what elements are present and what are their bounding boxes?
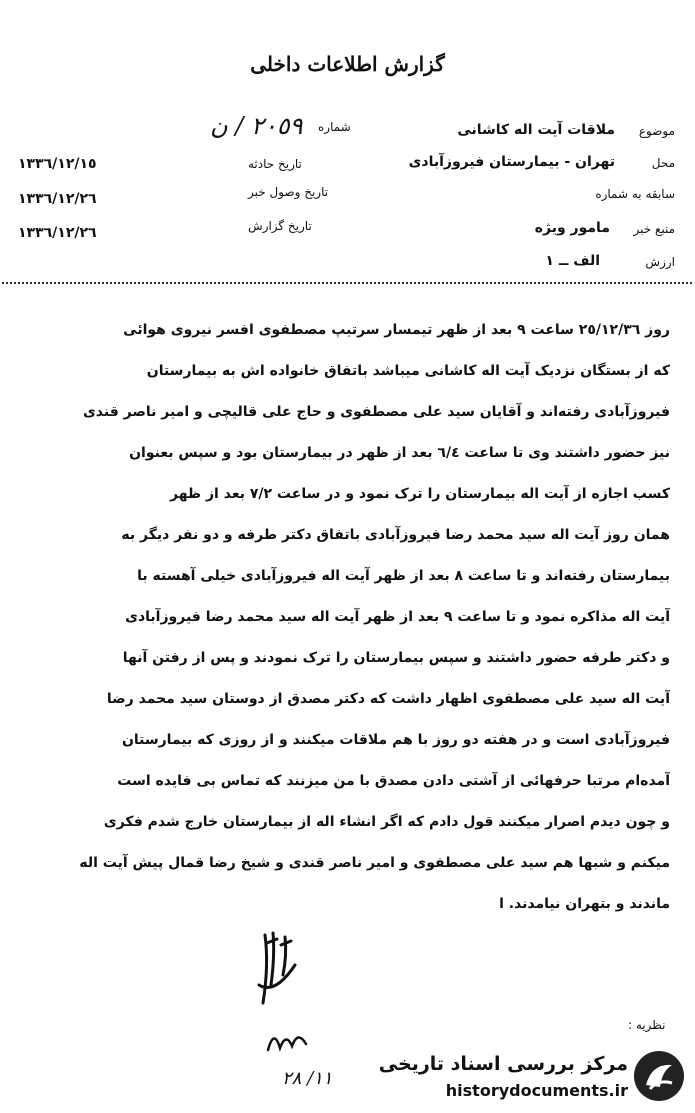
body-line: فیروزآبادی است و در هفته دو روز با هم ملاقات میکنند و از روزی که بیمارستان	[121, 732, 670, 748]
location-label: محل	[651, 156, 675, 170]
source-label: منبع خبر	[633, 222, 675, 236]
body-line: فیروزآبادی رفته‌اند و آقایان سید علی مصطفوی و حاج علی قالیچی و امیر ناصر قندی	[82, 404, 670, 420]
incident-date-label: تاریخ حادثه	[248, 157, 302, 171]
body-line: روز ٢٥/١٢/٣٦ ساعت ٩ بعد از ظهر تیمسار سرتیپ مصطفوی افسر نیروی هوائی	[123, 322, 670, 338]
reference-label: سابقه به شماره	[595, 187, 675, 201]
body-line: و چون دیدم اصرار میکنند قول دادم که اگر انشاء اله از بیمارستان خارج شدم فکری	[103, 814, 670, 830]
received-date-value: ١٣٣٦/١٢/٢٦	[18, 191, 97, 207]
signature-scribble	[245, 925, 305, 1010]
body-line: نیز حضور داشتند وی تا ساعت ٦/٤ بعد از ظهر در بیمارستان بود و سپس بعنوان	[129, 445, 670, 461]
separator-dotted-line	[2, 282, 692, 284]
initials-scribble	[262, 1020, 312, 1060]
subject-value: ملاقات آیت اله کاشانی	[457, 122, 615, 138]
body-line: آیت اله مذاکره نمود و تا ساعت ٩ بعد از ظهر آیت اله سید محمد رضا فیروزآبادی	[125, 609, 670, 625]
location-value: تهران - بیمارستان فیروزآبادی	[408, 154, 615, 170]
body-line: که از بستگان نزدیک آیت اله کاشانی میباشد باتفاق خانواده اش به بیمارستان	[146, 363, 670, 379]
body-line: کسب اجازه از آیت اله بیمارستان را ترک نمود و در ساعت ٧/٢ بعد از ظهر	[169, 486, 670, 502]
body-line: میکنم و شبها هم سید علی مصطفوی و امیر ناصر قندی و شیخ رضا قمال پیش آیت اله	[79, 855, 670, 871]
report-number: ٢٠٥٩ / ن	[210, 112, 303, 140]
rating-value: الف ــ ١	[545, 253, 600, 269]
number-label: شماره	[318, 120, 351, 134]
body-line: ماندند و بتهران نیامدند. ا	[499, 896, 670, 912]
received-date-label: تاریخ وصول خبر	[248, 185, 329, 199]
body-line: بیمارستان رفته‌اند و تا ساعت ٨ بعد از ظهر آیت اله فیروزآبادی خیلی آهسته با	[137, 568, 670, 584]
handwritten-date: ١١/ ٢٨	[282, 1068, 333, 1089]
archive-watermark	[378, 1045, 690, 1107]
incident-date-value: ١٣٣٦/١٢/١٥	[18, 156, 97, 172]
body-line: همان روز آیت اله سید محمد رضا فیروزآبادی باتفاق دکتر طرفه و دو نفر دیگر به	[121, 527, 670, 543]
comment-label: نظریه :	[628, 1018, 666, 1032]
archive-title: مرکز بررسی اسناد تاریخی	[378, 1053, 628, 1075]
report-body	[30, 310, 670, 925]
body-line: و دکتر طرفه حضور داشتند و سپس بیمارستان را ترک نمودند و پس از رفتن آنها	[122, 650, 670, 666]
body-line: آمده‌ام مرتبا حرفهائی از آشتی دادن مصدق با من میزنند که تماس بی فایده است	[117, 773, 670, 789]
report-date-label: تاریخ گزارش	[248, 219, 312, 233]
report-date-value: ١٣٣٦/١٢/٢٦	[18, 225, 97, 241]
subject-label: موضوع	[638, 124, 675, 138]
source-value: مامور ویژه	[534, 220, 610, 236]
rating-label: ارزش	[645, 255, 675, 269]
archive-logo-icon	[632, 1049, 686, 1103]
document-title: گزارش اطلاعات داخلی	[250, 52, 445, 76]
body-line: آیت اله سید علی مصطفوی اظهار داشت که دکتر مصدق از دوستان سید محمد رضا	[106, 691, 670, 707]
archive-url: historydocuments.ir	[445, 1081, 628, 1100]
